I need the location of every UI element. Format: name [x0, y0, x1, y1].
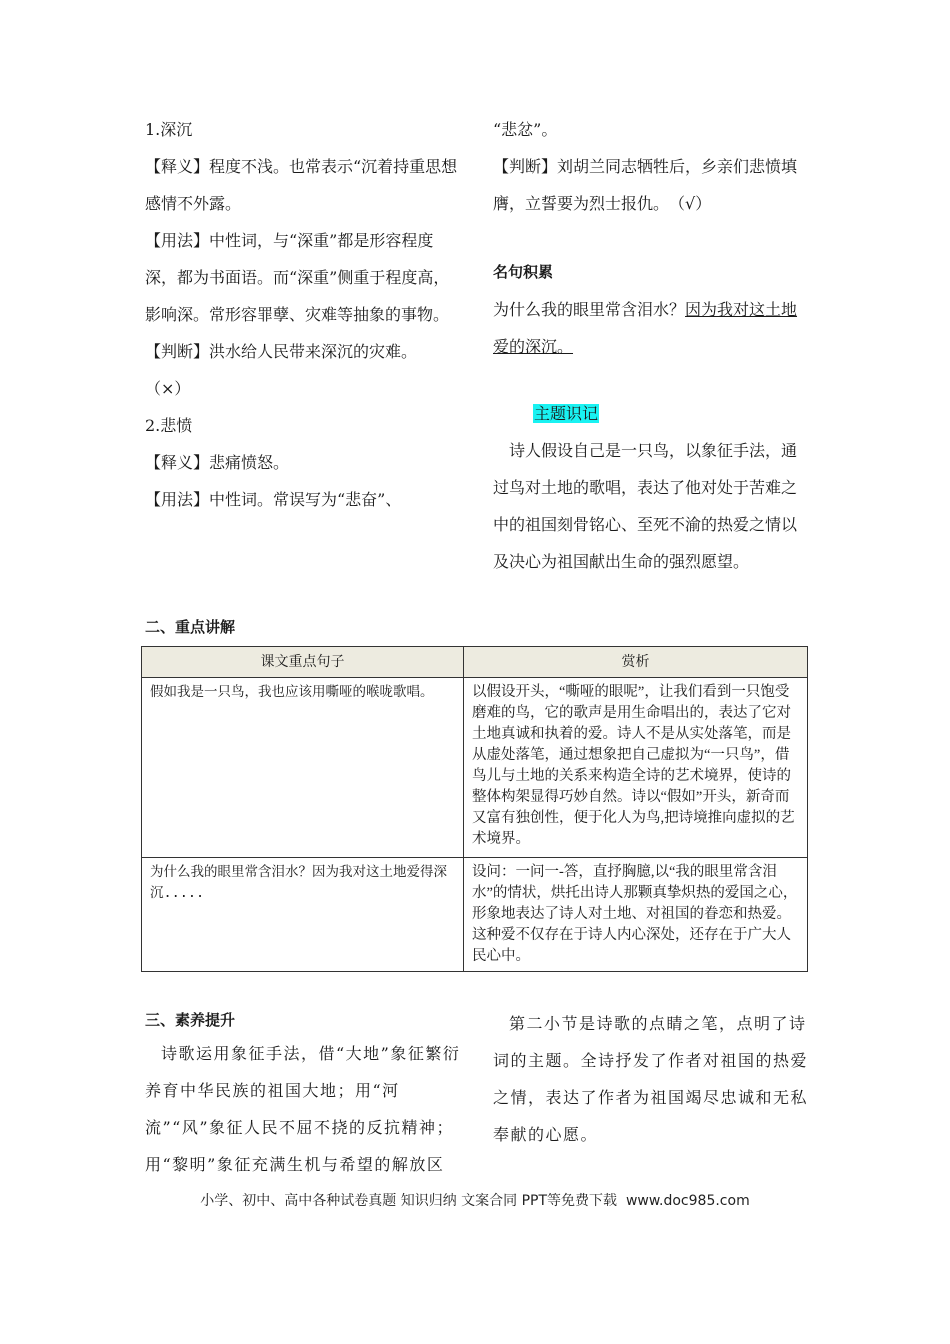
table-header-row	[142, 647, 808, 678]
judge-shenchen: 【判断】洪水给人民带来深沉的灾难。	[145, 342, 418, 361]
footer-text: 小学、初中、高中各种试卷真题 知识归纳 文案合同 PPT等免费下载	[200, 1193, 618, 1209]
section2-heading: 二、重点讲解	[145, 618, 236, 636]
vocab-right-column	[493, 111, 811, 580]
definition-shenchen: 【释义】程度不浅。也常表示“沉着持重思想感情不外露。	[145, 157, 458, 213]
analysis-cell: 以假设开头，“嘶哑的眼呢”，让我们看到一只饱受磨难的鸟，它的歌声是用生命唱出的，表达了它对土地真诚和执着的爱。诗人不是从实处落笔，而是从虚处落笔，通过想象把自己虚拟为“一只鸟”，借鸟儿与土地的关系来构造全诗的艺术境界，使诗的整体构架显得巧妙自然。诗以“假如”开头，新奇而又富有独创性，便于化人为鸟,把诗境推向虚拟的艺术境界。	[464, 678, 808, 858]
theme-heading: 主题识记	[534, 404, 599, 423]
judge-shenchen-mark: （×）	[145, 379, 191, 398]
footer-url[interactable]: www.doc985.com	[625, 1193, 750, 1209]
quote-heading: 名句积累	[493, 263, 554, 281]
col-header-analysis: 赏析	[464, 647, 808, 678]
section3-heading: 三、素养提升	[145, 1011, 236, 1029]
judge-beifen: 【判断】刘胡兰同志牺牲后，乡亲们悲愤填膺，立誓要为烈士报仇。 （√）	[493, 157, 798, 213]
analysis-table	[141, 646, 808, 972]
section3-right-column	[493, 1005, 811, 1153]
table-row	[142, 858, 808, 972]
usage-beifen-continued: “悲忿”。	[493, 120, 558, 139]
usage-beifen: 【用法】中性词。常误写为“悲奋”、	[145, 490, 402, 509]
term-shenchen: 1.深沉	[145, 120, 193, 139]
sentence-cell: 为什么我的眼里常含泪水？因为我对这土地爱得深沉.....	[142, 858, 464, 972]
sentence-cell: 假如我是一只鸟，我也应该用嘶哑的喉咙歌唱。	[142, 678, 464, 858]
section3-paragraph1: 诗歌运用象征手法，借“大地”象征繁衍养育中华民族的祖国大地；用“河流”“风”象征人民不屈不挠的反抗精神；用“黎明”象征充满生机与希望的解放区	[145, 1044, 461, 1174]
col-header-sentence: 课文重点句子	[142, 647, 464, 678]
section3-left-column	[145, 1005, 463, 1183]
usage-shenchen: 【用法】中性词，与“深重”都是形容程度深，都为书面语。而“深重”侧重于程度高，影响深。常形容罪孽、灾难等抽象的事物。	[145, 231, 450, 324]
spacer	[493, 222, 811, 254]
table-row	[142, 678, 808, 858]
spacer	[493, 365, 811, 395]
section3-paragraph2: 第二小节是诗歌的点睛之笔，点明了诗词的主题。全诗抒发了作者对祖国的热爱之情，表达了作者为祖国竭尽忠诚和无私奉献的心愿。	[493, 1014, 809, 1144]
quote-answer: 因为我对这土地爱的深沉。	[493, 300, 798, 356]
quote-text	[493, 291, 811, 365]
vocab-left-column	[145, 111, 463, 518]
term-beifen: 2.悲愤	[145, 416, 193, 435]
footer	[0, 1190, 950, 1210]
quote-question: 为什么我的眼里常含泪水？	[493, 300, 686, 319]
theme-text: 诗人假设自己是一只鸟，以象征手法，通过鸟对土地的歌唱，表达了他对处于苦难之中的祖国刻骨铭心、至死不渝的热爱之情以及决心为祖国献出生命的强烈愿望。	[493, 441, 798, 571]
definition-beifen: 【释义】悲痛愤怒。	[145, 453, 290, 472]
analysis-cell: 设问：一问一-答，直抒胸臆,以“我的眼里常含泪水”的情状，烘托出诗人那颗真挚炽热的爱国之心，形象地表达了诗人对土地、对祖国的眷恋和热爱。这种爱不仅存在于诗人内心深处，还存在于广大人民心中。	[464, 858, 808, 972]
